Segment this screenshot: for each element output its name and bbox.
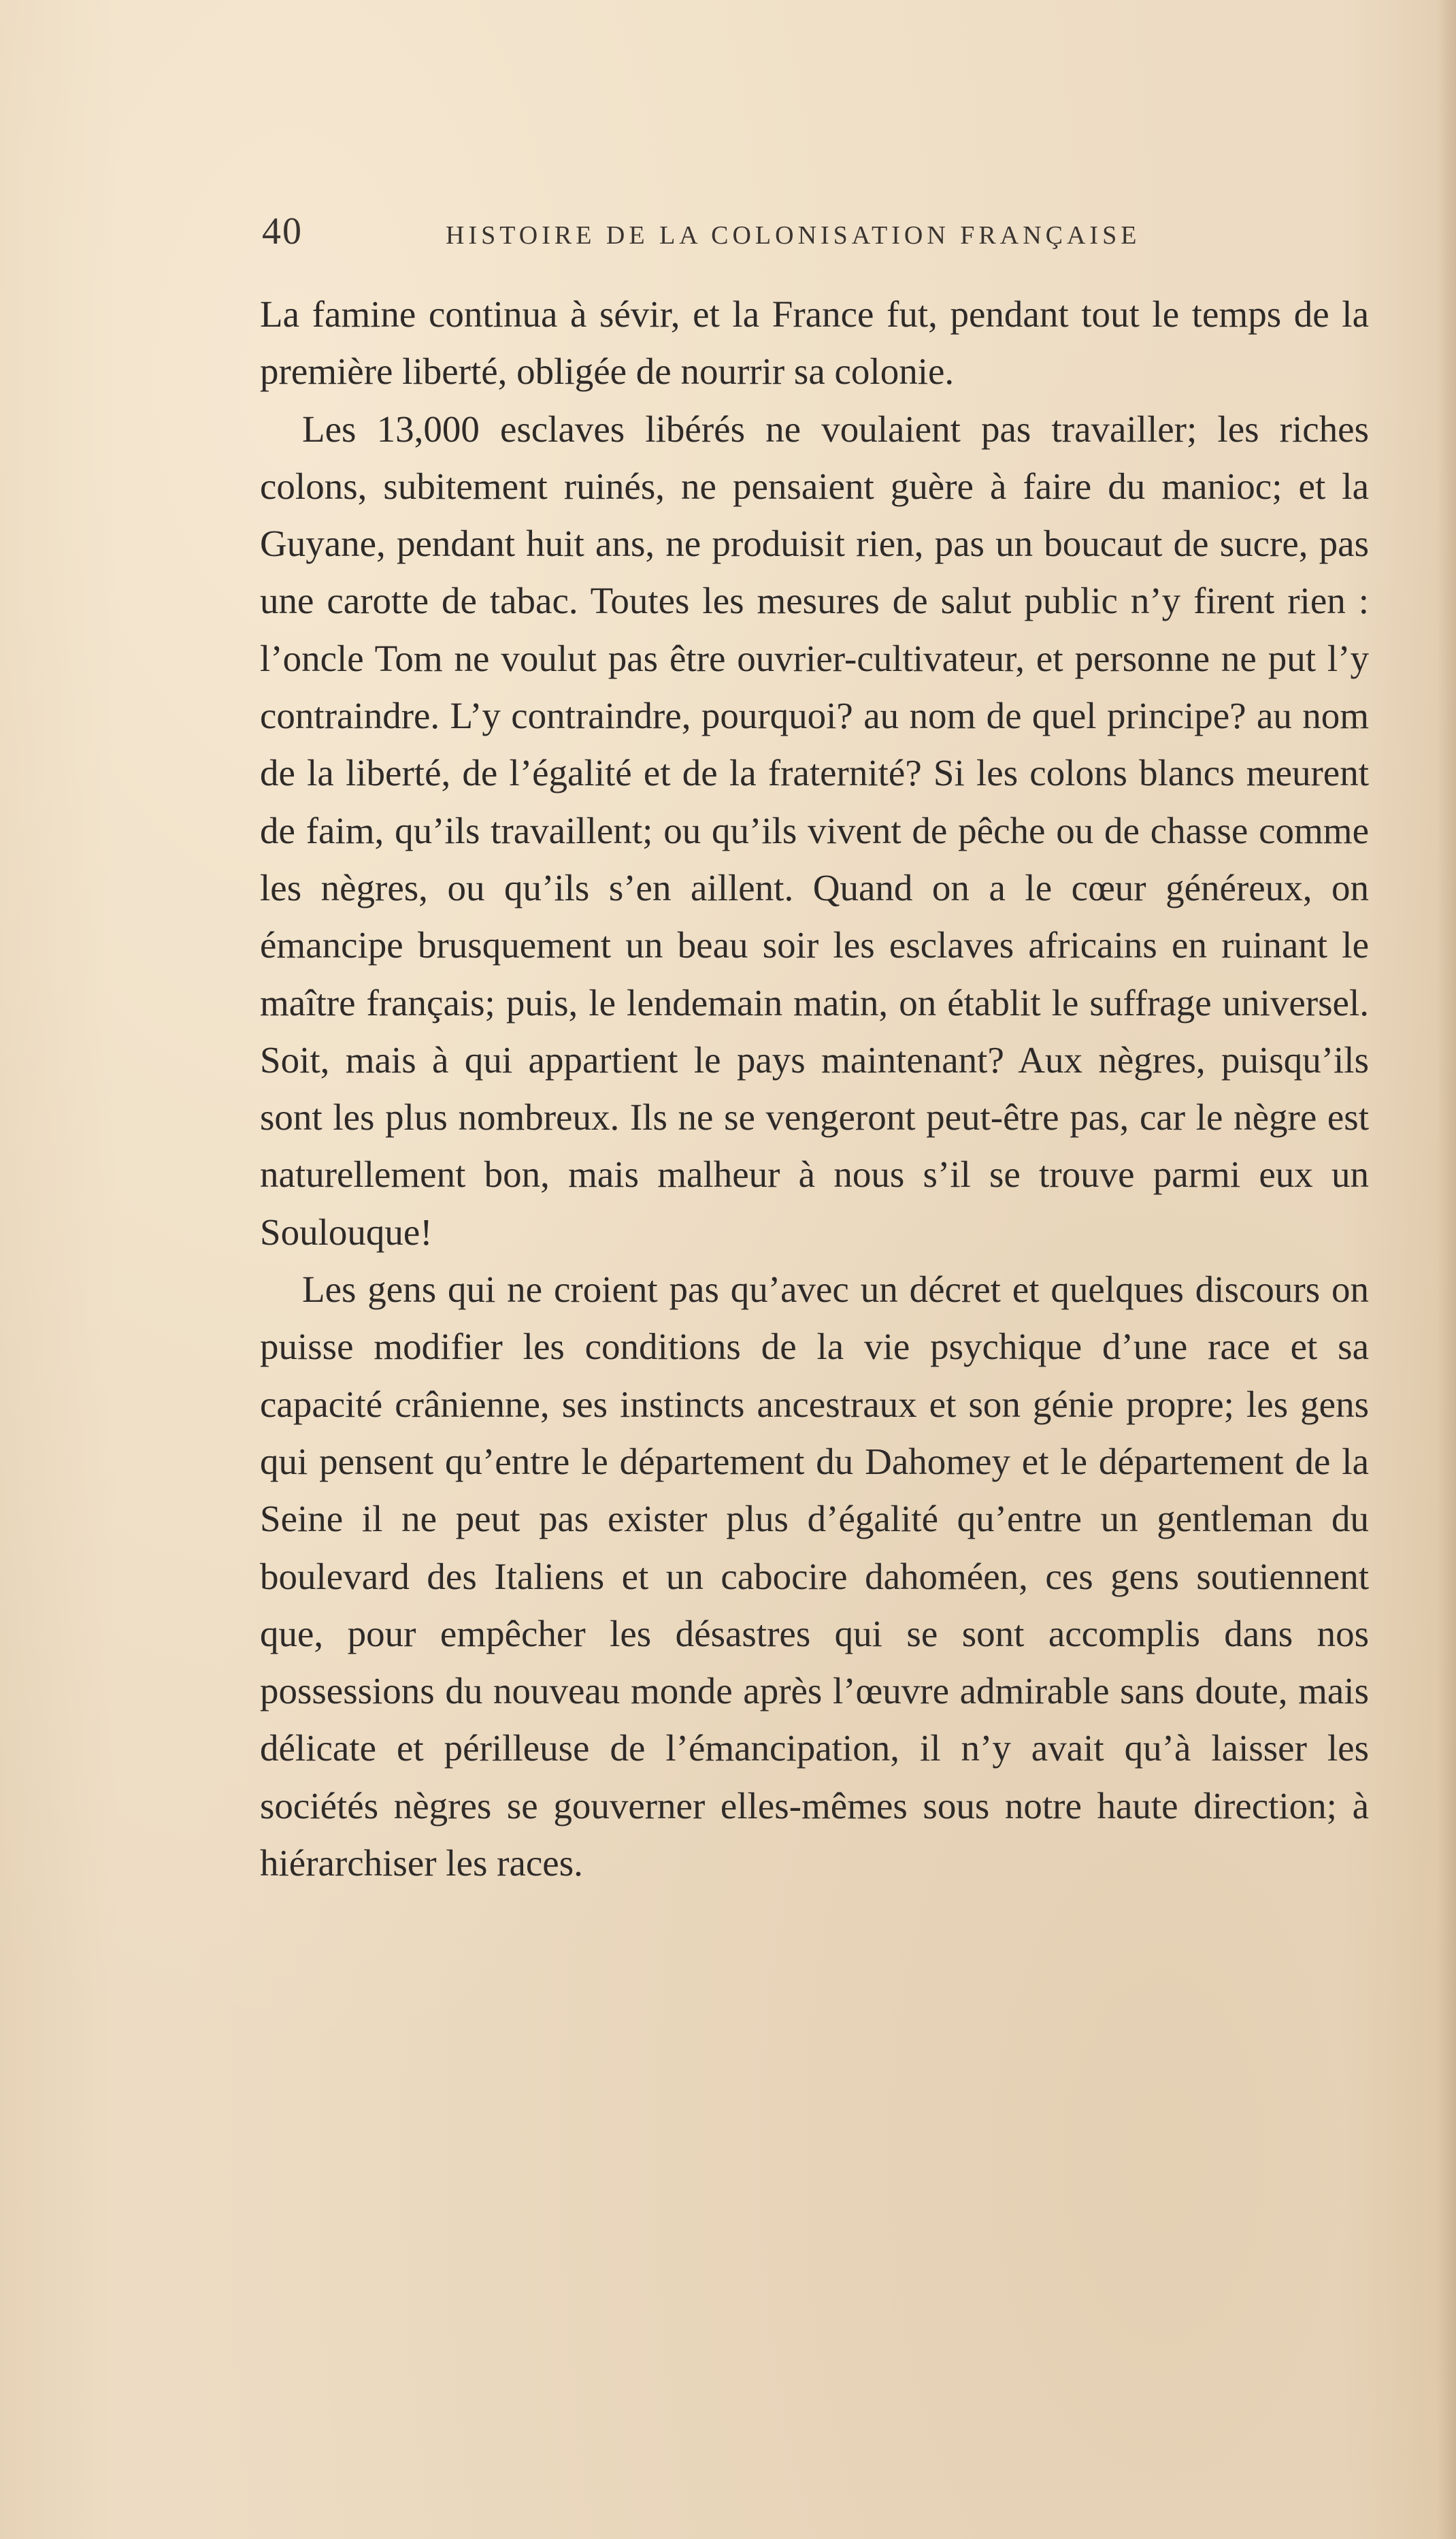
page-body bbox=[260, 286, 1369, 1892]
running-title: HISTOIRE DE LA COLONISATION FRANÇAISE bbox=[446, 221, 1141, 250]
page-header bbox=[262, 204, 1218, 259]
page-number: 40 bbox=[262, 210, 303, 252]
paragraph-continuation: La famine continua à sévir, et la France fut, pendant tout le temps de la première liberté, obligée de nourrir sa colonie. bbox=[260, 293, 1369, 393]
paragraph-races: Les gens qui ne croient pas qu’avec un décret et quelques discours on puisse modifier les conditions de la vie psychique d’une race et sa capacité crânienne, ses instincts ancestraux et son génie propre; les gens qui pensent qu’entre le département du Dahomey et le département de la Seine il ne peut pas exister plus d’égalité qu’entre un gentleman du boulevard des Italiens et un cabocire dahoméen, ces gens soutiennent que, pour empêcher les désastres qui se sont accomplis dans nos possessions du nouveau monde après l’œuvre admirable sans doute, mais délicate et périlleuse de l’émancipation, il n’y avait qu’à laisser les sociétés nègres se gouverner elles-mêmes sous notre haute direction; à hiérarchiser les races. bbox=[260, 1268, 1369, 1884]
paragraph-emancipation: Les 13,000 esclaves libérés ne voulaient pas travailler; les riches colons, subitement ruinés, ne pensaient guère à faire du manioc; et la Guyane, pendant huit ans, ne produisit rien, pas un boucaut de sucre, pas une carotte de tabac. Toutes les mesures de salut public n’y firent rien : l’oncle Tom ne voulut pas être ouvrier-cultivateur, et personne ne put l’y contraindre. L’y contraindre, pourquoi? au nom de quel principe? au nom de la liberté, de l’égalité et de la fraternité? Si les colons blancs meurent de faim, qu’ils travaillent; ou qu’ils vivent de pêche ou de chasse comme les nègres, ou qu’ils s’en aillent. Quand on a le cœur généreux, on émancipe brusquement un beau soir les esclaves africains en ruinant le maître français; puis, le lendemain matin, on établit le suffrage universel. Soit, mais à qui appartient le pays maintenant? Aux nègres, puisqu’ils sont les plus nombreux. Ils ne se vengeront peut-être pas, car le nègre est naturellement bon, mais malheur à nous s’il se trouve parmi eux un Soulouque! bbox=[260, 408, 1369, 1253]
page-edge-shadow bbox=[1437, 0, 1456, 2539]
